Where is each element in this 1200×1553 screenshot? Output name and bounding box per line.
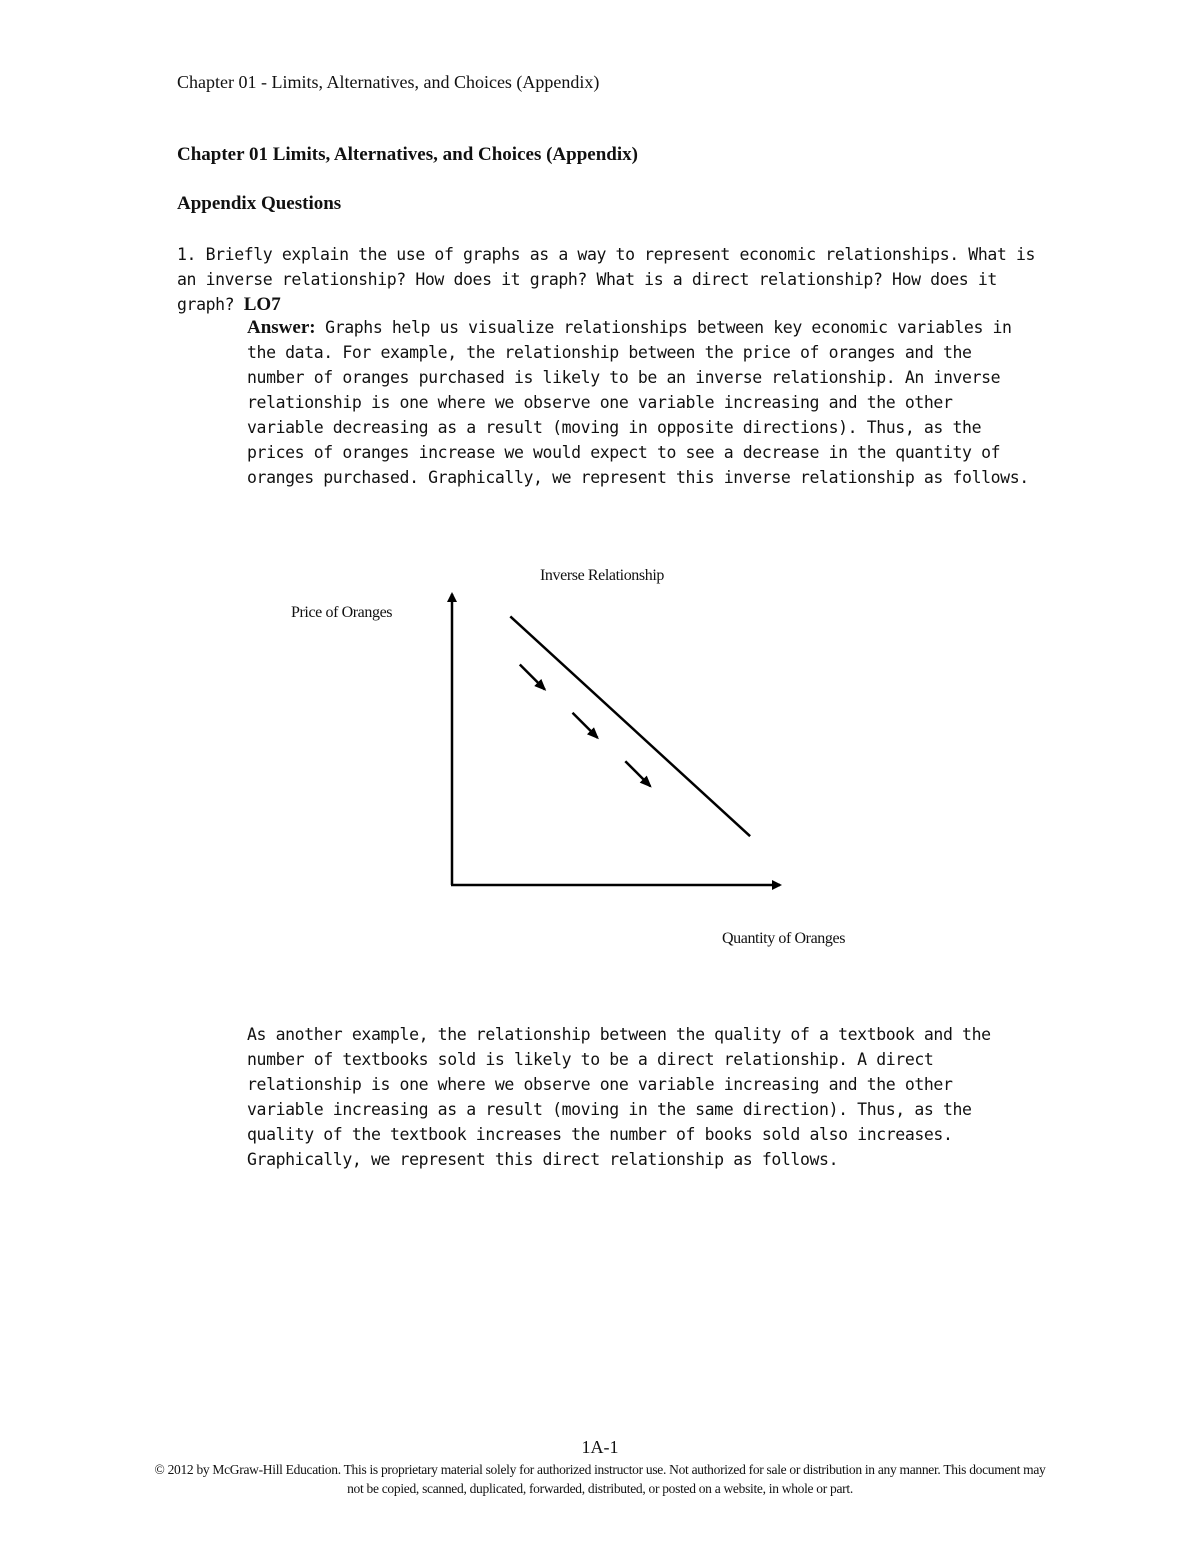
- answer-label: Answer:: [247, 317, 316, 338]
- answer-text: Graphs help us visualize relationships between key economic variables in the data. For example, the relationship between the price of oranges and the number of oranges purchased is likely to be an inverse relationship. An inverse relationship is one where we observe one variable increasing and the other variable decreasing as a result (moving in opposite directions). Thus, as the prices of oranges increase we would expect to see a decrease in the quantity of oranges purchased. Graphically, we represent this inverse relationship as follows.: [247, 318, 1029, 487]
- document-title: Chapter 01 Limits, Alternatives, and Choices (Appendix): [177, 144, 638, 165]
- series-line-1: [510, 616, 750, 836]
- direction-arrow-1: [520, 665, 545, 690]
- x-axis-label: Quantity of Oranges: [722, 930, 846, 947]
- page-footer: [150, 1436, 1050, 1498]
- running-header: Chapter 01 - Limits, Alternatives, and Choices (Appendix): [177, 72, 600, 92]
- series-layer: [510, 616, 750, 836]
- learning-objective-tag: LO7: [243, 294, 281, 315]
- y-axis-label: Price of Oranges: [291, 604, 393, 621]
- direction-arrow-2: [573, 713, 598, 738]
- annotation-layer: [520, 665, 651, 787]
- chart-title: Inverse Relationship: [540, 567, 664, 584]
- answer-paragraph: [247, 315, 1037, 490]
- page-number: 1A-1: [581, 1437, 619, 1457]
- direct-relationship-paragraph: As another example, the relationship between the quality of a textbook and the number of textbooks sold is likely to be a direct relationship. A direct relationship is one where we observe one variable increasing and the other variable increasing as a result (moving in the same direction). Thus, as the quality of the textbook increases the number of books sold also increases. Graphically, we represent this direct relationship as follows.: [247, 1025, 991, 1169]
- copyright-notice: © 2012 by McGraw-Hill Education. This is proprietary material solely for authorized instructor use. Not authorized for sale or distribution in any manner. This document may not be copied, scanned, duplicated, forwarded, distributed, or posted on a website, in whole or part.: [154, 1462, 1046, 1496]
- question-text: 1. Briefly explain the use of graphs as a way to represent economic relationships. What is an inverse relationship? How does it graph? What is a direct relationship? How does it graph?: [177, 245, 1036, 314]
- question-paragraph: [177, 242, 1037, 317]
- section-heading: Appendix Questions: [177, 193, 342, 214]
- direction-arrow-3: [625, 761, 650, 786]
